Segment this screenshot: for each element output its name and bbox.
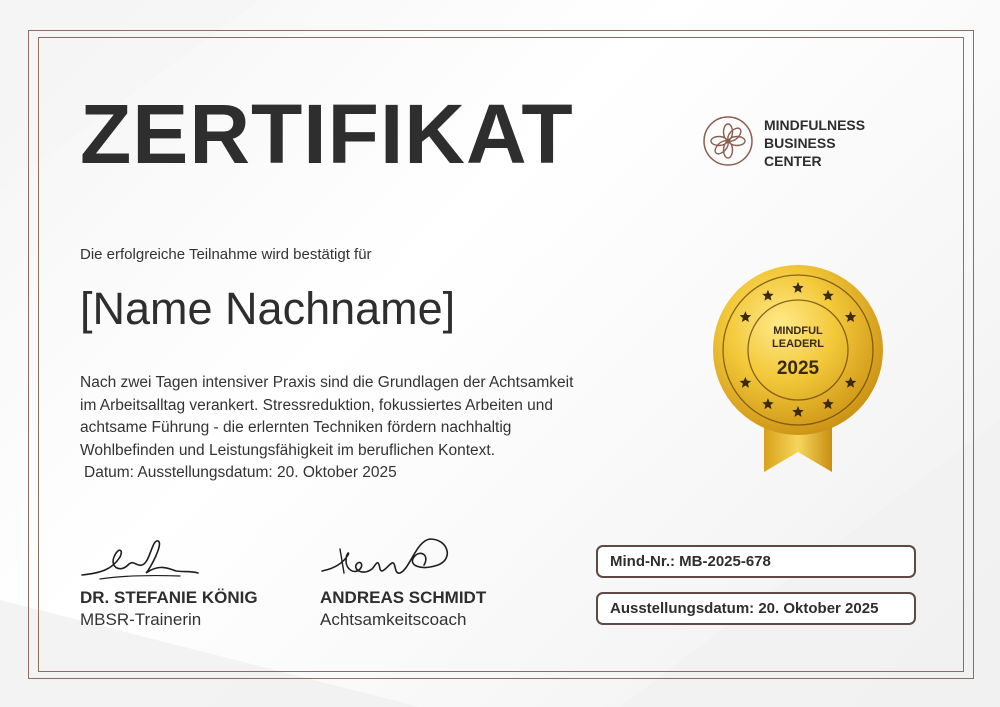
logo-line: BUSINESS xyxy=(764,135,836,151)
signer-name: DR. STEFANIE KÖNIG xyxy=(80,588,258,607)
logo-line: CENTER xyxy=(764,153,822,169)
issue-date-box: Ausstellungsdatum: 20. Oktober 2025 xyxy=(596,592,916,625)
date-line: Datum: Ausstellungsdatum: 20. Oktober 2025 xyxy=(84,464,397,481)
flower-icon xyxy=(702,115,754,167)
signature-block-2 xyxy=(320,535,487,629)
certificate-title: ZERTIFIKAT xyxy=(80,87,574,181)
description-line: im Arbeitsalltag verankert. Stressreduktion, fokussiertes Arbeiten und xyxy=(80,396,553,414)
organization-logo xyxy=(702,113,902,173)
signature-block-1 xyxy=(80,535,258,629)
gold-seal xyxy=(712,262,892,477)
seal-year: 2025 xyxy=(776,358,820,379)
logo-text xyxy=(764,116,865,170)
signer-role: Achtsamkeitscoach xyxy=(320,610,467,629)
recipient-name: [Name Nachname] xyxy=(80,283,456,334)
logo-line: MINDFULNESS xyxy=(764,117,866,133)
handwritten-signature xyxy=(80,535,210,583)
signer-name: ANDREAS SCHMIDT xyxy=(320,588,487,607)
signer-role: MBSR-Trainerin xyxy=(80,610,202,629)
description-line: Nach zwei Tagen intensiver Praxis sind die Grundlagen der Achtsamkeit xyxy=(80,374,574,391)
description xyxy=(80,372,640,485)
mind-number-box: Mind-Nr.: MB-2025-678 xyxy=(596,545,916,578)
handwritten-signature xyxy=(320,535,460,583)
seal-line2: LEADERL xyxy=(772,338,824,350)
description-line: achtsame Führung - die erlernten Techniken fördern nachhaltig xyxy=(80,419,512,436)
intro-text: Die erfolgreiche Teilnahme wird bestätigt für xyxy=(80,246,372,263)
seal-line1: MINDFUL xyxy=(773,325,823,337)
description-line: Wohlbefinden und Leistungsfähigkeit im beruflichen Kontext. xyxy=(80,441,496,459)
